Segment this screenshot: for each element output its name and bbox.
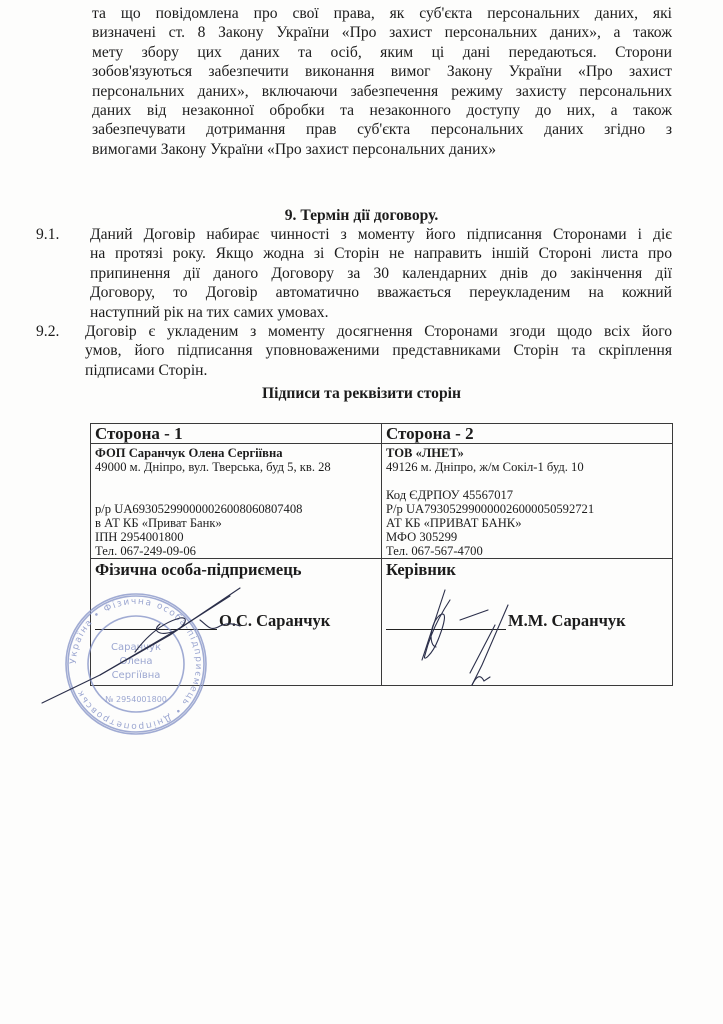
party-1-signer-name: О.С. Саранчук xyxy=(219,611,331,630)
stamp-number: № 2954001800 xyxy=(105,695,167,704)
party-2-signer-role: Керівник xyxy=(386,560,456,579)
stamp-inner-line: Олена xyxy=(119,656,153,667)
party-1-signature-block xyxy=(91,559,382,686)
text-line: наступний рік на тих самих умовах. xyxy=(90,303,329,321)
text-line: мету збору цих даних та осіб, яким ці дані передаються. Сторони xyxy=(92,43,672,61)
party-1-details xyxy=(91,444,382,559)
text-line: Договір є укладеним з моменту досягнення Сторонами згоди щодо всіх його xyxy=(85,323,672,340)
text-line: підписами Сторін. xyxy=(85,361,208,379)
requisites-table xyxy=(90,423,673,686)
party-1-tax-id: ІПН 2954001800 xyxy=(95,530,184,544)
signature-line xyxy=(95,629,217,630)
stamp-inner-line: Сергіївна xyxy=(111,670,161,681)
text-line: та що повідомлена про свої права, як суб'єкта персональних даних, які xyxy=(92,5,672,22)
text-line: визначені ст. 8 Закону України «Про захист персональних даних», а також xyxy=(92,24,672,42)
clause-number: 9.1. xyxy=(36,226,60,243)
text-line: припинення дії даного Договору за 30 календарних днів до закінчення дії xyxy=(90,264,672,282)
table-header-row xyxy=(91,424,673,444)
party-2-signature-block xyxy=(382,559,673,686)
party-2-bank: АТ КБ «ПРИВАТ БАНК» xyxy=(386,516,522,530)
text-line: Договору, то Договір автоматично вважається переукладеним на кожний xyxy=(90,284,672,302)
text-line: персональних даних», включаючи забезпечення режиму захисту персональних xyxy=(92,82,672,100)
requisites-title: Підписи та реквізити сторін xyxy=(262,385,461,402)
party-2-phone: Тел. 067-567-4700 xyxy=(386,544,483,558)
party-1-header: Сторона - 1 xyxy=(91,424,382,444)
table-row xyxy=(91,444,673,559)
section-title: 9. Термін дії договору. xyxy=(284,207,439,224)
text-line: Даний Договір набирає чинності з моменту його підписання Сторонами і діє xyxy=(90,226,672,243)
party-2-mfo: МФО 305299 xyxy=(386,530,458,544)
text-line: умов, його підписання уповноваженими представниками Сторін та скріплення xyxy=(85,342,672,360)
stamp-outer-text: Україна • Фізична особа-підприємець • Дніпропетровськ xyxy=(68,596,204,732)
clause-body xyxy=(90,225,672,322)
clause-body xyxy=(85,322,672,380)
party-2-name: ТОВ «ЛНЕТ» xyxy=(386,446,464,460)
party-1-name: ФОП Саранчук Олена Сергіївна xyxy=(95,446,283,460)
party-1-phone: Тел. 067-249-09-06 xyxy=(95,544,196,558)
party-2-signer-name: М.М. Саранчук xyxy=(508,611,626,630)
party-1-bank: в АТ КБ «Приват Банк» xyxy=(95,516,222,530)
signature-line xyxy=(386,629,506,630)
stamp-inner-line: Саранчук xyxy=(111,642,161,653)
signature-row xyxy=(91,559,673,686)
intro-paragraph xyxy=(92,4,672,159)
text-line: забезпечувати дотримання прав суб'єкта персональних даних згідно з xyxy=(92,121,672,139)
text-line: зобов'язуються забезпечити виконання вимог Закону України «Про захист xyxy=(92,63,672,81)
text-line: на протязі року. Якщо жодна зі Сторін не направить іншій Стороні листа про xyxy=(90,245,672,263)
clause-number: 9.2. xyxy=(36,323,60,340)
party-2-edrpou: Код ЄДРПОУ 45567017 xyxy=(386,488,514,502)
party-1-signer-role: Фізична особа-підприємець xyxy=(95,560,302,579)
text-line: даних від незаконної обробки та незаконного доступу до них, а також xyxy=(92,102,672,120)
party-1-address: 49000 м. Дніпро, вул. Тверська, буд 5, кв. 28 xyxy=(95,460,331,474)
party-2-address: 49126 м. Дніпро, ж/м Сокіл-1 буд. 10 xyxy=(386,460,584,474)
party-1-account: р/р UA693052990000026008060807408 xyxy=(95,502,303,516)
party-2-account: Р/р UA793052990000026000050592721 xyxy=(386,502,595,516)
text-line: вимогами Закону України «Про захист персональних даних» xyxy=(92,140,497,158)
party-2-details xyxy=(382,444,673,559)
party-2-header: Сторона - 2 xyxy=(382,424,673,444)
